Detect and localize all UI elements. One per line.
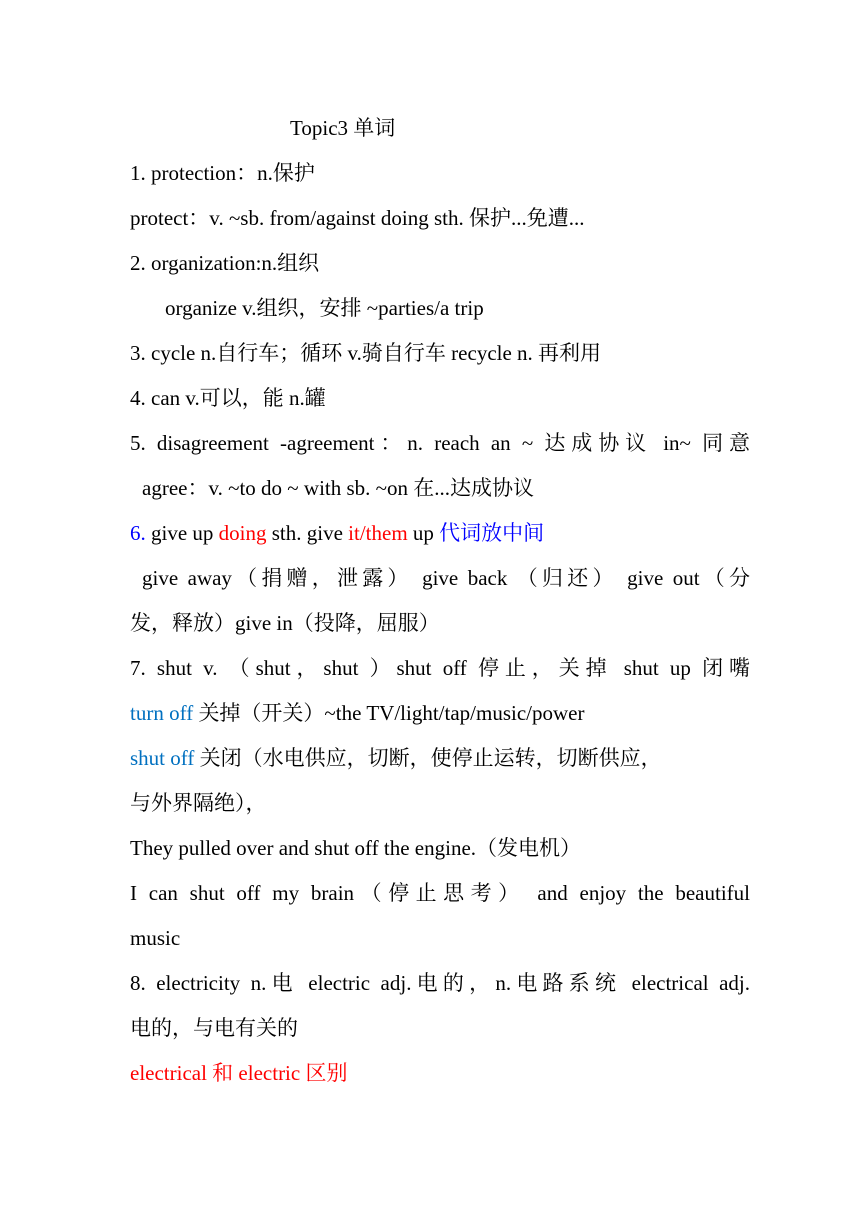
entry-organize: organize v.组织，安排 ~parties/a trip: [165, 296, 484, 320]
text-segment: 关闭（水电供应，切断，使停止运转，切断供应，: [194, 746, 662, 770]
entry-agree: agree：v. ~to do ~ with sb. ~on 在...达成协议: [142, 476, 535, 500]
entry-can: 4. can v.可以，能 n.罐: [130, 386, 326, 410]
note-electrical-vs-electric: electrical 和 electric 区别: [130, 1061, 348, 1085]
example-brain-cont: music: [130, 926, 181, 950]
example-brain: I can shut off my brain（停止思考） and enjoy the beautiful: [130, 881, 750, 905]
highlight-doing: doing: [218, 521, 267, 545]
entry-give-phrases: give away（捐赠，泄露） give back （归还） give out（分: [142, 566, 750, 590]
entry-shut: 7. shut v. （shut，shut ）shut off 停止，关掉 shut up 闭嘴: [130, 656, 750, 680]
entry-electricity: 8. electricity n.电 electric adj.电的，n.电路系统 electrical adj.: [130, 971, 750, 995]
term-turn-off: turn off: [130, 701, 194, 725]
entry-organization: 2. organization:n.组织: [130, 251, 320, 275]
entry-cycle: 3. cycle n.自行车；循环 v.骑自行车 recycle n. 再利用: [130, 341, 602, 365]
entry-protection: 1. protection：n.保护: [130, 161, 315, 185]
entry-number: 6.: [130, 521, 146, 545]
note-pronoun-middle: 代词放中间: [439, 521, 545, 545]
example-engine: They pulled over and shut off the engine.（发电机）: [130, 836, 582, 860]
entry-shut-off: [130, 745, 750, 771]
text-segment: sth. give: [266, 521, 349, 545]
text-segment: 关掉（开关）~the TV/light/tap/music/power: [193, 701, 585, 725]
entry-give-phrases-cont: 发，释放）give in（投降，屈服）: [130, 611, 440, 635]
text-segment: up: [407, 521, 440, 545]
entry-protect: protect：v. ~sb. from/against doing sth. 保护...免遭...: [130, 206, 585, 230]
entry-disagreement: 5. disagreement -agreement：n. reach an ~ 达成协议 in~ 同意: [130, 431, 750, 455]
text-segment: give up: [145, 521, 219, 545]
entry-electricity-cont: 电的，与电有关的: [130, 1016, 298, 1040]
entry-give-up: [130, 520, 750, 546]
entry-shut-off-cont: 与外界隔绝），: [130, 791, 267, 815]
page-title: Topic3 单词: [290, 116, 396, 140]
highlight-it-them: it/them: [348, 521, 408, 545]
term-shut-off: shut off: [130, 746, 195, 770]
entry-turn-off: [130, 700, 750, 726]
